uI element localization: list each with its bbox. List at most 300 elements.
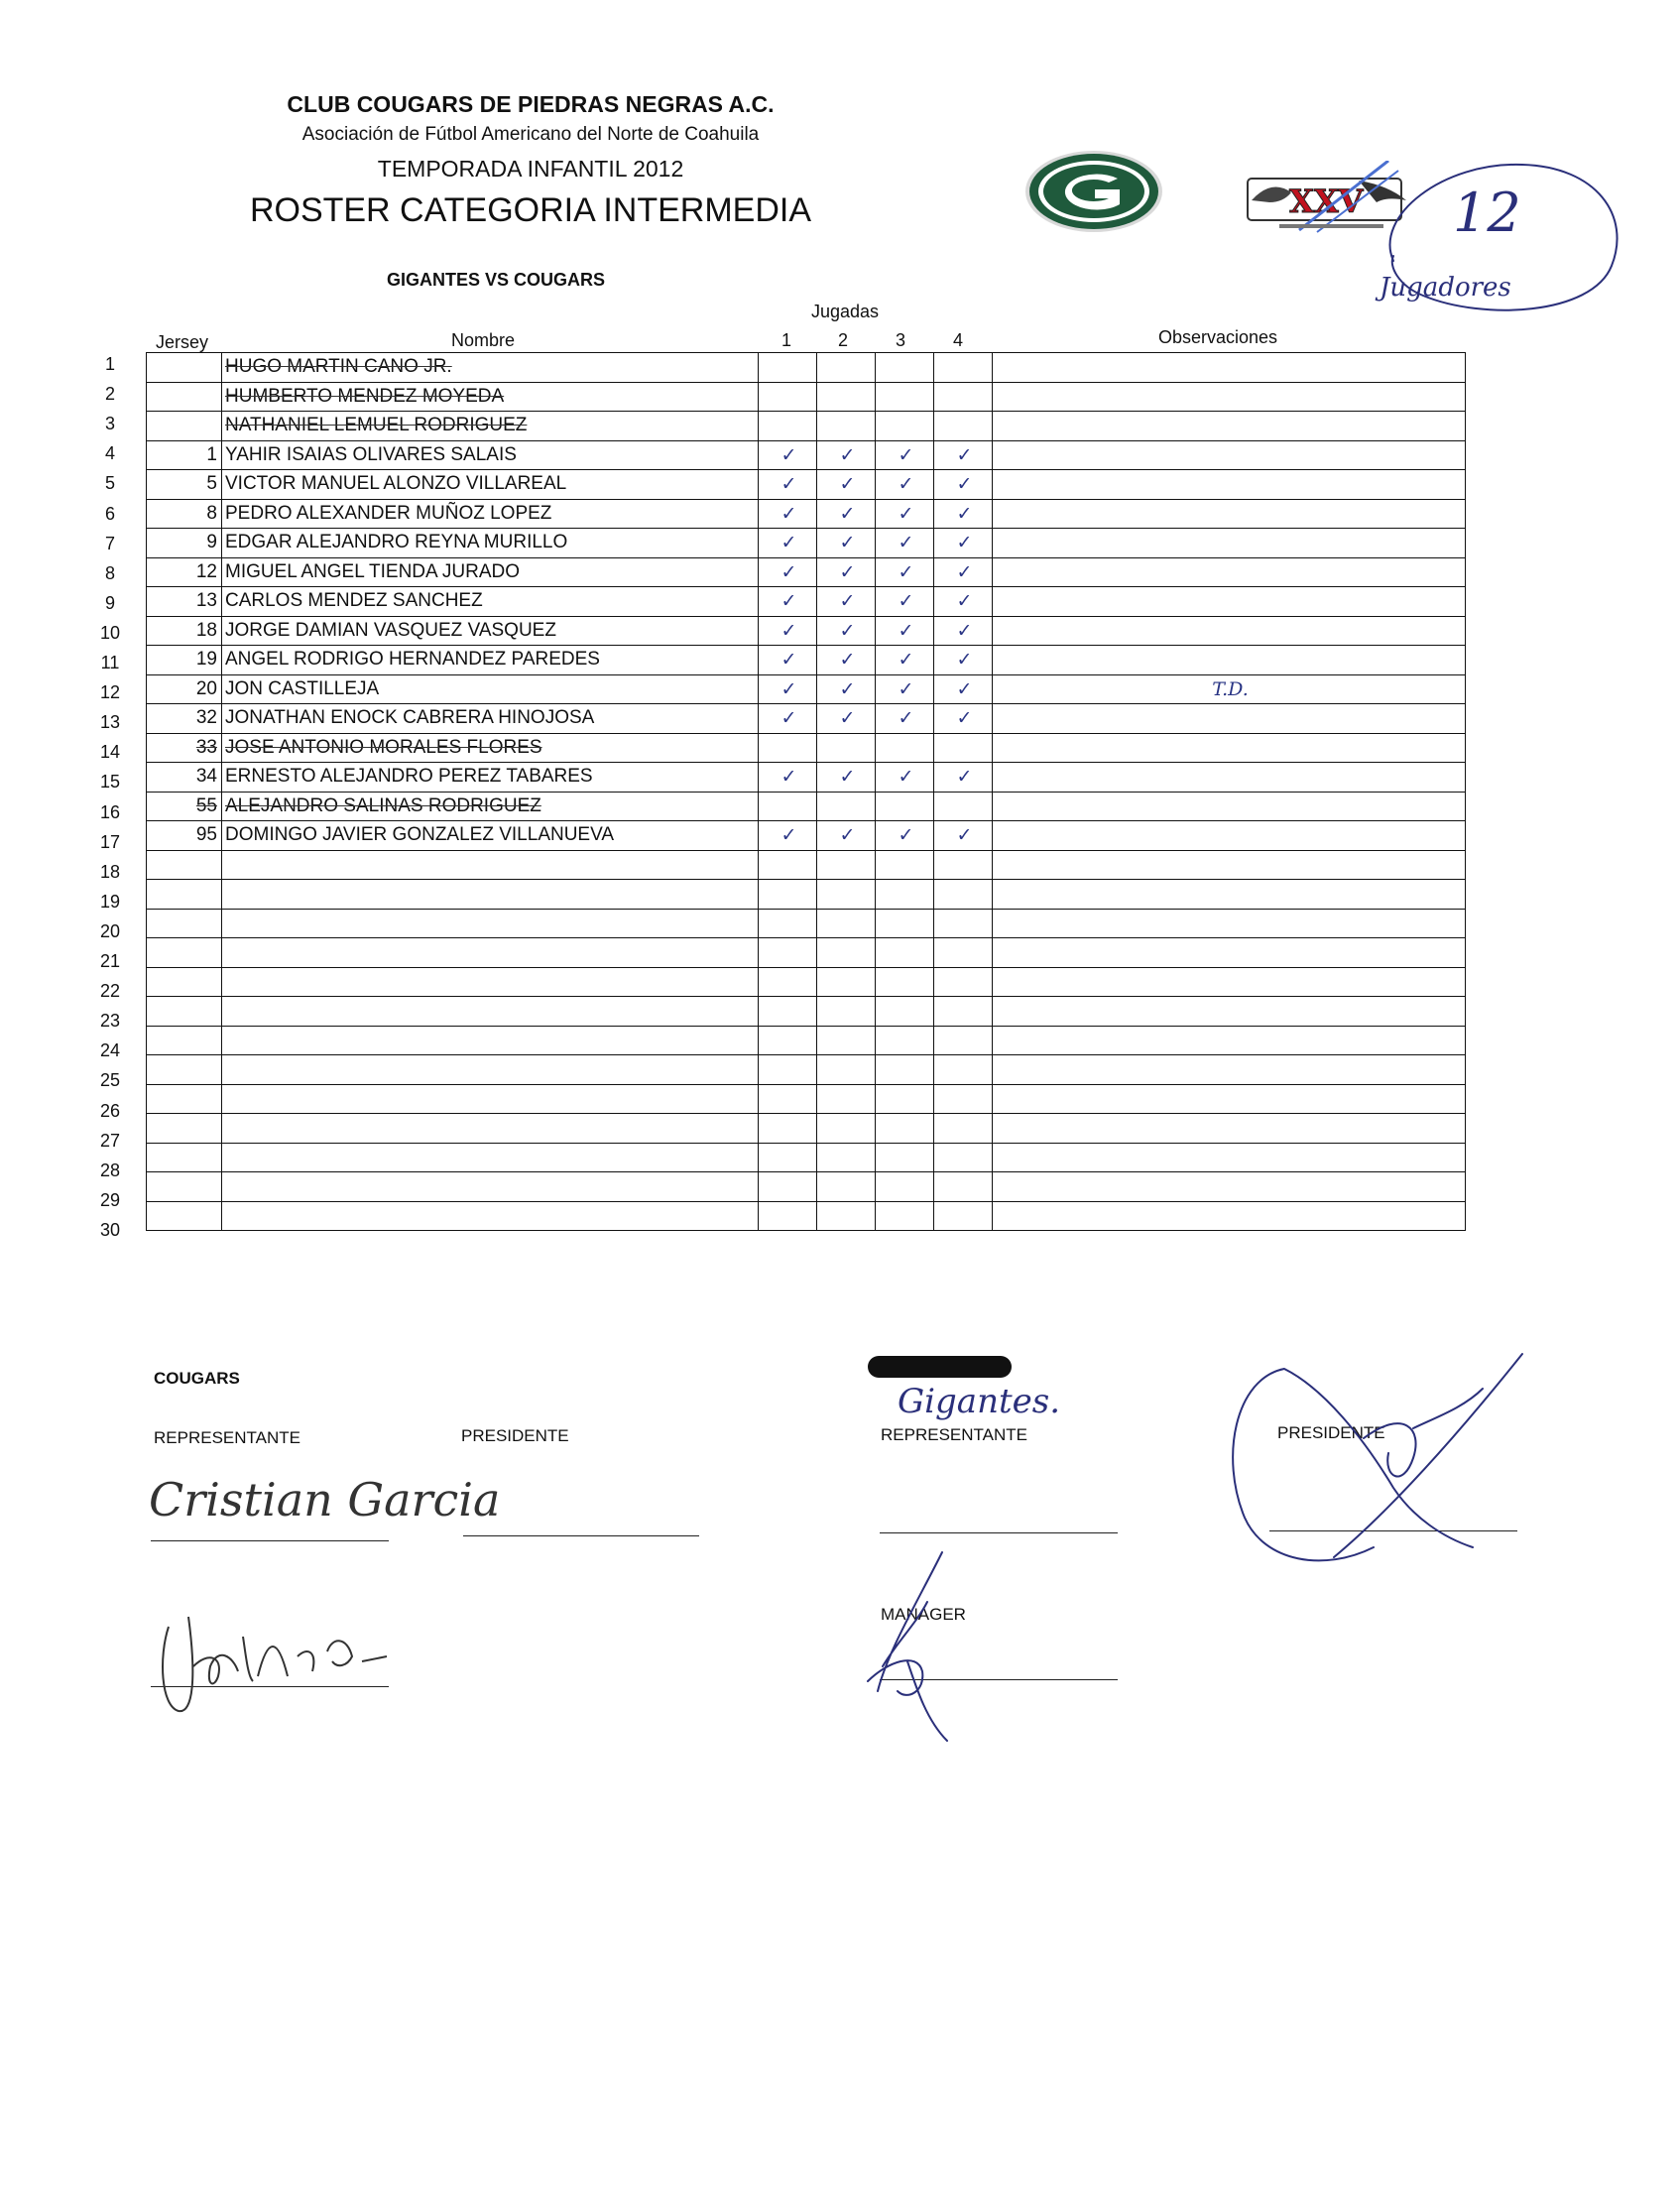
play-1-check-cell — [759, 1026, 817, 1055]
play-3-check-cell — [876, 997, 934, 1027]
player-count-number: 12 — [1453, 182, 1521, 244]
cougars-representante-line — [151, 1540, 389, 1541]
roster-row — [147, 997, 1466, 1027]
play-3-check-cell — [876, 938, 934, 968]
row-number: 3 — [104, 414, 115, 434]
row-number: 25 — [99, 1070, 121, 1091]
player-name-cell — [222, 938, 759, 968]
row-number: 7 — [104, 533, 115, 553]
cougars-team-label: COUGARS — [154, 1369, 240, 1388]
play-3-check-cell — [876, 1172, 934, 1202]
play-3-check-cell: ✓ — [876, 587, 934, 617]
jersey-cell: 20 — [147, 674, 222, 704]
roster-row — [147, 733, 1466, 763]
gigantes-presidente-label: PRESIDENTE — [1277, 1423, 1385, 1442]
roster-row — [147, 529, 1466, 558]
gigantes-team-label: Gigantes. — [898, 1382, 1061, 1421]
roster-row — [147, 850, 1466, 880]
play-2-check-cell: ✓ — [817, 440, 876, 470]
play-4-check-cell — [934, 967, 993, 997]
jersey-cell: 9 — [147, 529, 222, 558]
play-4-check-cell: ✓ — [934, 646, 993, 675]
play-3-header: 3 — [896, 330, 906, 350]
observaciones-cell — [993, 850, 1466, 880]
play-4-check-cell — [934, 938, 993, 968]
cougars-representante-label: REPRESENTANTE — [154, 1428, 300, 1447]
play-4-check-cell: ✓ — [934, 674, 993, 704]
observaciones-cell — [993, 353, 1466, 383]
play-2-check-cell — [817, 1172, 876, 1202]
play-1-check-cell: ✓ — [759, 616, 817, 646]
observaciones-cell — [993, 997, 1466, 1027]
player-name-cell — [222, 1172, 759, 1202]
gigantes-representante-label: REPRESENTANTE — [881, 1425, 1027, 1444]
player-name-cell — [222, 1026, 759, 1055]
roster-row — [147, 938, 1466, 968]
play-2-check-cell — [817, 1201, 876, 1231]
jersey-cell — [147, 1143, 222, 1172]
player-name-cell: DOMINGO JAVIER GONZALEZ VILLANUEVA — [222, 821, 759, 851]
player-name-cell: ERNESTO ALEJANDRO PEREZ TABARES — [222, 763, 759, 793]
jersey-cell: 12 — [147, 557, 222, 587]
roster-row — [147, 616, 1466, 646]
row-number: 22 — [99, 981, 121, 1002]
nombre-header: Nombre — [451, 330, 516, 350]
play-1-check-cell — [759, 353, 817, 383]
observaciones-cell — [993, 763, 1466, 793]
jersey-cell — [147, 1055, 222, 1085]
play-3-check-cell: ✓ — [876, 440, 934, 470]
observaciones-cell: T.D. — [993, 674, 1466, 704]
row-number: 24 — [99, 1040, 121, 1061]
play-4-check-cell: ✓ — [934, 470, 993, 500]
play-1-check-cell: ✓ — [759, 646, 817, 675]
jersey-cell — [147, 1201, 222, 1231]
play-3-check-cell — [876, 353, 934, 383]
roster-row — [147, 587, 1466, 617]
play-2-check-cell: ✓ — [817, 704, 876, 734]
play-1-check-cell — [759, 733, 817, 763]
player-name-cell: ALEJANDRO SALINAS RODRIGUEZ — [222, 792, 759, 821]
play-2-check-cell: ✓ — [817, 529, 876, 558]
observaciones-cell — [993, 382, 1466, 412]
play-4-check-cell: ✓ — [934, 440, 993, 470]
association-subtitle: Asociación de Fútbol Americano del Norte de Coahuila — [301, 124, 760, 145]
row-number: 15 — [99, 772, 121, 793]
play-2-check-cell — [817, 1055, 876, 1085]
play-3-check-cell — [876, 1084, 934, 1114]
play-3-check-cell: ✓ — [876, 470, 934, 500]
play-3-check-cell — [876, 1026, 934, 1055]
play-1-header: 1 — [781, 330, 792, 350]
play-4-check-cell — [934, 1055, 993, 1085]
play-1-check-cell — [759, 880, 817, 910]
play-1-check-cell — [759, 938, 817, 968]
play-2-check-cell: ✓ — [817, 499, 876, 529]
play-1-check-cell: ✓ — [759, 470, 817, 500]
play-2-check-cell — [817, 1026, 876, 1055]
play-1-check-cell: ✓ — [759, 704, 817, 734]
player-name-cell — [222, 1114, 759, 1144]
row-number: 28 — [99, 1160, 121, 1180]
play-3-check-cell — [876, 850, 934, 880]
jersey-cell: 55 — [147, 792, 222, 821]
play-4-header: 4 — [953, 330, 964, 350]
row-number: 23 — [99, 1011, 121, 1032]
row-number: 27 — [99, 1130, 121, 1151]
play-3-check-cell: ✓ — [876, 646, 934, 675]
jersey-cell: 18 — [147, 616, 222, 646]
observaciones-cell — [993, 557, 1466, 587]
roster-row — [147, 1114, 1466, 1144]
observaciones-cell — [993, 1084, 1466, 1114]
play-3-check-cell: ✓ — [876, 616, 934, 646]
season-title: TEMPORADA INFANTIL 2012 — [377, 156, 684, 182]
jersey-cell: 13 — [147, 587, 222, 617]
player-name-cell: CARLOS MENDEZ SANCHEZ — [222, 587, 759, 617]
play-2-check-cell — [817, 909, 876, 938]
play-2-check-cell — [817, 412, 876, 441]
play-1-check-cell — [759, 1114, 817, 1144]
row-number: 9 — [104, 592, 115, 613]
player-name-cell: HUMBERTO MENDEZ MOYEDA — [222, 382, 759, 412]
roster-table — [146, 352, 1466, 1231]
jersey-cell: 5 — [147, 470, 222, 500]
play-1-check-cell — [759, 1201, 817, 1231]
observaciones-cell — [993, 733, 1466, 763]
player-name-cell: JONATHAN ENOCK CABRERA HINOJOSA — [222, 704, 759, 734]
player-name-cell: JON CASTILLEJA — [222, 674, 759, 704]
jersey-cell — [147, 353, 222, 383]
play-3-check-cell — [876, 967, 934, 997]
observaciones-cell — [993, 1114, 1466, 1144]
play-1-check-cell: ✓ — [759, 763, 817, 793]
roster-row — [147, 1201, 1466, 1231]
jersey-cell: 95 — [147, 821, 222, 851]
roster-row — [147, 1055, 1466, 1085]
observaciones-cell — [993, 967, 1466, 997]
row-number: 1 — [104, 354, 115, 374]
jersey-cell — [147, 909, 222, 938]
jersey-cell — [147, 1114, 222, 1144]
play-1-check-cell: ✓ — [759, 440, 817, 470]
jersey-cell — [147, 997, 222, 1027]
play-3-check-cell: ✓ — [876, 557, 934, 587]
row-number: 17 — [99, 831, 121, 852]
play-2-check-cell — [817, 1084, 876, 1114]
jersey-cell — [147, 850, 222, 880]
row-number: 19 — [99, 891, 121, 912]
play-2-check-cell — [817, 382, 876, 412]
row-number: 20 — [99, 920, 121, 941]
player-name-cell: JORGE DAMIAN VASQUEZ VASQUEZ — [222, 616, 759, 646]
jersey-cell: 19 — [147, 646, 222, 675]
play-1-check-cell — [759, 1172, 817, 1202]
play-3-check-cell — [876, 382, 934, 412]
play-4-check-cell — [934, 1201, 993, 1231]
roster-row — [147, 1084, 1466, 1114]
jersey-cell — [147, 382, 222, 412]
row-number: 11 — [100, 653, 120, 672]
roster-title: ROSTER CATEGORIA INTERMEDIA — [249, 191, 812, 229]
roster-row — [147, 440, 1466, 470]
play-1-check-cell — [759, 1084, 817, 1114]
play-2-check-cell: ✓ — [817, 557, 876, 587]
row-number: 6 — [104, 503, 115, 524]
row-number: 4 — [104, 443, 115, 464]
observaciones-cell — [993, 938, 1466, 968]
jersey-cell: 32 — [147, 704, 222, 734]
play-1-check-cell — [759, 1055, 817, 1085]
jersey-cell: 33 — [147, 733, 222, 763]
play-2-check-cell: ✓ — [817, 616, 876, 646]
play-1-check-cell — [759, 792, 817, 821]
player-name-cell: JOSE ANTONIO MORALES FLORES — [222, 733, 759, 763]
row-number: 8 — [104, 562, 115, 583]
observaciones-cell — [993, 1201, 1466, 1231]
play-4-check-cell: ✓ — [934, 587, 993, 617]
jersey-cell — [147, 412, 222, 441]
gigantes-representante-line — [880, 1532, 1118, 1533]
club-title: CLUB COUGARS DE PIEDRAS NEGRAS A.C. — [287, 91, 775, 117]
play-1-check-cell — [759, 412, 817, 441]
play-3-check-cell — [876, 792, 934, 821]
play-2-check-cell: ✓ — [817, 763, 876, 793]
row-number: 16 — [99, 801, 121, 822]
play-1-check-cell: ✓ — [759, 499, 817, 529]
play-4-check-cell — [934, 850, 993, 880]
roster-row — [147, 412, 1466, 441]
observaciones-cell — [993, 880, 1466, 910]
row-number: 18 — [99, 861, 121, 882]
roster-row — [147, 792, 1466, 821]
play-4-check-cell: ✓ — [934, 529, 993, 558]
observaciones-cell — [993, 1143, 1466, 1172]
row-number: 29 — [99, 1189, 121, 1210]
jersey-cell — [147, 967, 222, 997]
jersey-cell — [147, 938, 222, 968]
observaciones-cell — [993, 1172, 1466, 1202]
matchup-title: GIGANTES VS COUGARS — [386, 270, 606, 290]
row-number: 12 — [99, 682, 121, 703]
row-number: 21 — [99, 951, 121, 971]
gigantes-manager-label: MANAGER — [881, 1605, 966, 1624]
jersey-cell — [147, 1172, 222, 1202]
play-4-check-cell — [934, 412, 993, 441]
jersey-cell: 34 — [147, 763, 222, 793]
play-2-check-cell — [817, 938, 876, 968]
row-number: 30 — [99, 1219, 121, 1240]
play-2-check-cell — [817, 880, 876, 910]
gigantes-manager-signature — [848, 1542, 977, 1746]
play-1-check-cell — [759, 850, 817, 880]
play-4-check-cell: ✓ — [934, 616, 993, 646]
play-3-check-cell: ✓ — [876, 821, 934, 851]
play-2-header: 2 — [838, 330, 849, 350]
player-name-cell — [222, 1201, 759, 1231]
jersey-cell — [147, 1084, 222, 1114]
observaciones-cell — [993, 587, 1466, 617]
player-name-cell: EDGAR ALEJANDRO REYNA MURILLO — [222, 529, 759, 558]
play-1-check-cell: ✓ — [759, 529, 817, 558]
play-4-check-cell — [934, 880, 993, 910]
play-3-check-cell — [876, 412, 934, 441]
roster-row — [147, 967, 1466, 997]
play-4-check-cell — [934, 733, 993, 763]
play-2-check-cell — [817, 1143, 876, 1172]
play-2-check-cell — [817, 850, 876, 880]
player-name-cell — [222, 1055, 759, 1085]
play-4-check-cell — [934, 997, 993, 1027]
play-3-check-cell — [876, 1055, 934, 1085]
gigantes-presidente-signature — [1215, 1349, 1542, 1582]
play-4-check-cell — [934, 1026, 993, 1055]
roster-row — [147, 557, 1466, 587]
observaciones-cell — [993, 704, 1466, 734]
play-2-check-cell: ✓ — [817, 587, 876, 617]
play-2-check-cell: ✓ — [817, 674, 876, 704]
jersey-cell — [147, 880, 222, 910]
jersey-cell — [147, 1026, 222, 1055]
roster-row — [147, 674, 1466, 704]
play-3-check-cell: ✓ — [876, 529, 934, 558]
play-4-check-cell — [934, 792, 993, 821]
roster-row — [147, 880, 1466, 910]
play-2-check-cell: ✓ — [817, 470, 876, 500]
play-2-check-cell — [817, 733, 876, 763]
row-number: 14 — [99, 742, 121, 763]
play-1-check-cell — [759, 909, 817, 938]
player-name-cell — [222, 967, 759, 997]
row-number: 10 — [99, 622, 121, 643]
play-1-check-cell — [759, 967, 817, 997]
play-3-check-cell — [876, 1201, 934, 1231]
cougars-representante-signature: Cristian Garcia — [149, 1473, 501, 1526]
player-name-cell — [222, 909, 759, 938]
observaciones-cell — [993, 821, 1466, 851]
play-3-check-cell — [876, 733, 934, 763]
play-4-check-cell — [934, 353, 993, 383]
observaciones-header: Observaciones — [1158, 327, 1278, 347]
row-number: 13 — [99, 712, 121, 733]
roster-row — [147, 470, 1466, 500]
play-2-check-cell — [817, 1114, 876, 1144]
roster-row — [147, 499, 1466, 529]
observaciones-cell — [993, 1055, 1466, 1085]
play-2-check-cell: ✓ — [817, 646, 876, 675]
jersey-header: Jersey — [156, 332, 209, 352]
player-name-cell — [222, 1084, 759, 1114]
jugadas-header: Jugadas — [811, 302, 880, 321]
player-name-cell: PEDRO ALEXANDER MUÑOZ LOPEZ — [222, 499, 759, 529]
roster-row — [147, 382, 1466, 412]
play-1-check-cell: ✓ — [759, 674, 817, 704]
play-1-check-cell: ✓ — [759, 587, 817, 617]
roster-row — [147, 763, 1466, 793]
player-name-cell: MIGUEL ANGEL TIENDA JURADO — [222, 557, 759, 587]
roster-row — [147, 1026, 1466, 1055]
play-3-check-cell — [876, 1143, 934, 1172]
play-4-check-cell — [934, 1114, 993, 1144]
play-3-check-cell: ✓ — [876, 704, 934, 734]
player-name-cell — [222, 997, 759, 1027]
play-4-check-cell: ✓ — [934, 499, 993, 529]
row-number: 2 — [104, 384, 115, 405]
play-1-check-cell: ✓ — [759, 821, 817, 851]
play-4-check-cell: ✓ — [934, 557, 993, 587]
player-name-cell — [222, 850, 759, 880]
play-1-check-cell — [759, 1143, 817, 1172]
play-4-check-cell — [934, 909, 993, 938]
redacted-text — [868, 1356, 1012, 1378]
row-number: 5 — [104, 473, 115, 494]
play-2-check-cell: ✓ — [817, 821, 876, 851]
roster-row — [147, 909, 1466, 938]
play-3-check-cell — [876, 1114, 934, 1144]
xxv-logo-text: XXV — [1289, 183, 1364, 220]
player-name-cell: HUGO MARTIN CANO JR. — [222, 353, 759, 383]
roster-row — [147, 646, 1466, 675]
play-3-check-cell: ✓ — [876, 499, 934, 529]
play-3-check-cell — [876, 880, 934, 910]
observaciones-cell — [993, 499, 1466, 529]
play-3-check-cell: ✓ — [876, 763, 934, 793]
play-1-check-cell — [759, 997, 817, 1027]
play-3-check-cell: ✓ — [876, 674, 934, 704]
jersey-cell: 1 — [147, 440, 222, 470]
roster-row — [147, 704, 1466, 734]
player-count-annotation — [1374, 157, 1626, 320]
observaciones-cell — [993, 529, 1466, 558]
observaciones-cell — [993, 616, 1466, 646]
player-name-cell: VICTOR MANUEL ALONZO VILLAREAL — [222, 470, 759, 500]
play-2-check-cell — [817, 997, 876, 1027]
cougars-second-signature — [149, 1597, 397, 1731]
play-4-check-cell — [934, 1084, 993, 1114]
play-4-check-cell — [934, 382, 993, 412]
cougars-presidente-label: PRESIDENTE — [461, 1426, 569, 1445]
play-4-check-cell: ✓ — [934, 763, 993, 793]
jersey-cell: 8 — [147, 499, 222, 529]
play-4-check-cell: ✓ — [934, 821, 993, 851]
play-1-check-cell: ✓ — [759, 557, 817, 587]
play-4-check-cell: ✓ — [934, 704, 993, 734]
roster-row — [147, 353, 1466, 383]
observaciones-cell — [993, 792, 1466, 821]
observaciones-cell — [993, 646, 1466, 675]
player-count-word: Jugadores — [1380, 273, 1511, 303]
play-2-check-cell — [817, 353, 876, 383]
player-name-cell: YAHIR ISAIAS OLIVARES SALAIS — [222, 440, 759, 470]
observaciones-cell — [993, 909, 1466, 938]
play-4-check-cell — [934, 1143, 993, 1172]
row-number: 26 — [99, 1100, 121, 1121]
play-3-check-cell — [876, 909, 934, 938]
player-name-cell — [222, 1143, 759, 1172]
roster-row — [147, 1143, 1466, 1172]
g-team-logo — [1023, 149, 1164, 234]
player-name-cell — [222, 880, 759, 910]
play-4-check-cell — [934, 1172, 993, 1202]
player-name-cell: ANGEL RODRIGO HERNANDEZ PAREDES — [222, 646, 759, 675]
observaciones-cell — [993, 412, 1466, 441]
play-2-check-cell — [817, 967, 876, 997]
player-name-cell: NATHANIEL LEMUEL RODRIGUEZ — [222, 412, 759, 441]
observaciones-cell — [993, 440, 1466, 470]
observaciones-cell — [993, 470, 1466, 500]
play-2-check-cell — [817, 792, 876, 821]
observaciones-cell — [993, 1026, 1466, 1055]
